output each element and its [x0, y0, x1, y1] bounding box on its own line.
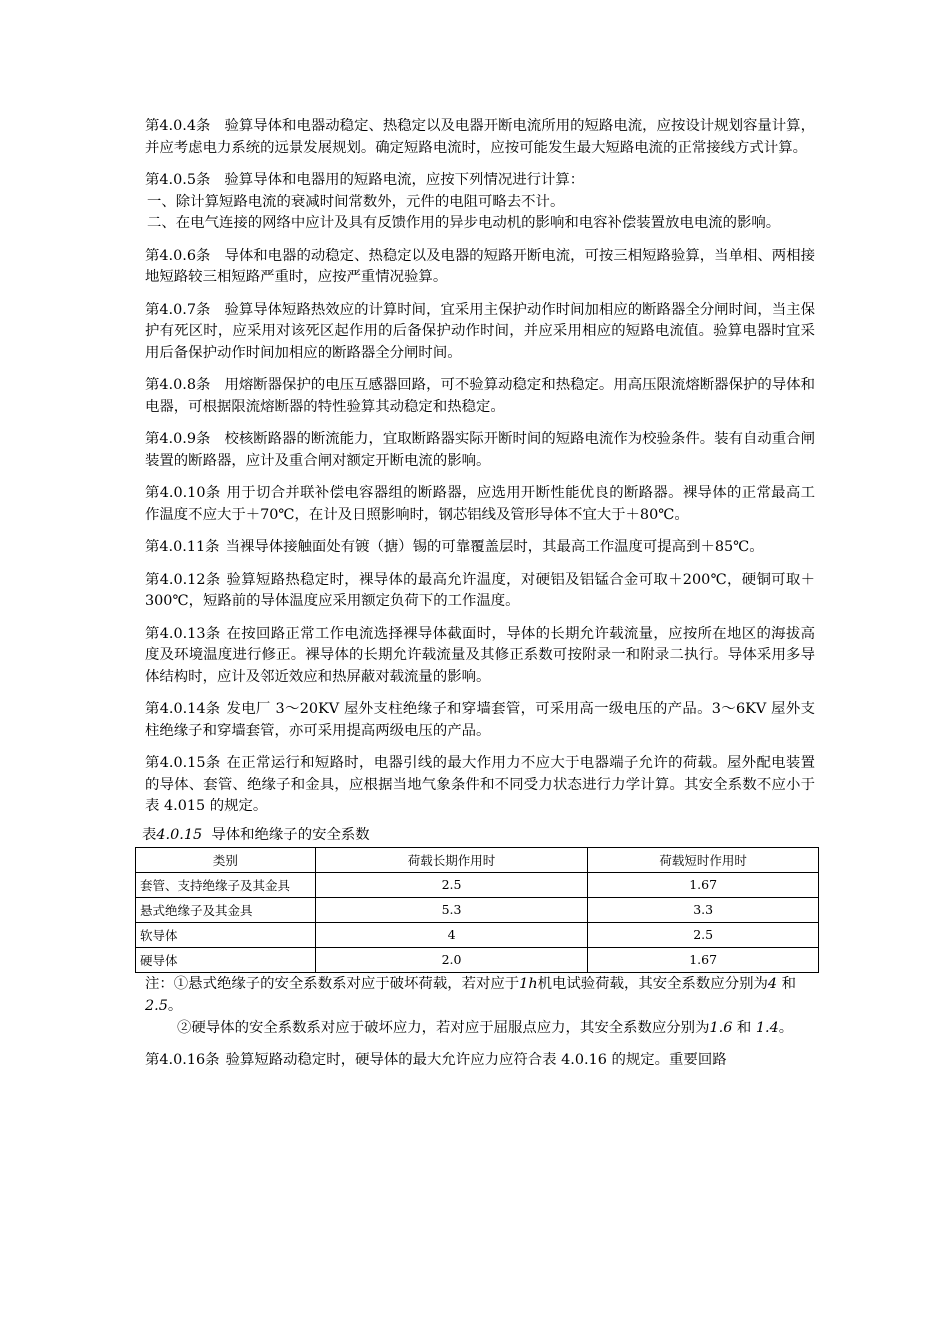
- clause-4-0-4: 第4.0.4条 验算导体和电器动稳定、热稳定以及电器开断电流所用的短路电流，应按设计规划容量计算，并应考虑电力系统的远景发展规划。确定短路电流时，应按可能发生最大短路电流的正常接线方式计算。: [145, 118, 815, 156]
- table-row: 悬式绝缘子及其金具 5.3 3.3: [136, 897, 819, 922]
- clause-4-0-16: 第4.0.16条 验算短路动稳定时，硬导体的最大允许应力应符合表 4.0.16 的规定。重要回路: [145, 1051, 727, 1068]
- clause-4-0-13: 第4.0.13条 在按回路正常工作电流选择裸导体截面时，导体的长期允许载流量，应按所在地区的海拔高度及环境温度进行修正。裸导体的长期允许载流量及其修正系数可按附录一和附录二执行。导体采用多导体结构时，应计及邻近效应和热屏蔽对载流量的影响。: [145, 625, 815, 685]
- clause-4-0-12: 第4.0.12条 验算短路热稳定时，裸导体的最高允许温度，对硬铝及铝锰合金可取＋200℃，硬铜可取＋300℃，短路前的导体温度应采用额定负荷下的工作温度。: [145, 571, 815, 609]
- table-header-row: [136, 847, 819, 872]
- header-short-term: 荷载短时作用时: [588, 847, 819, 872]
- header-long-term: 荷载长期作用时: [315, 847, 588, 872]
- safety-factor-table: [135, 847, 819, 973]
- document-page: [140, 116, 815, 1082]
- clause-4-0-11: 第4.0.11条 当裸导体接触面处有镀（搪）锡的可靠覆盖层时，其最高工作温度可提高到＋85℃。: [145, 539, 764, 555]
- clause-4-0-15: 第4.0.15条 在正常运行和短路时，电器引线的最大作用力不应大于电器端子允许的荷载。屋外配电装置的导体、套管、绝缘子和金具，应根据当地气象条件和不同受力状态进行力学计算。其安全系数不应小于表 4.015 的规定。: [145, 755, 815, 814]
- clause-4-0-9: 第4.0.9条 校核断路器的断流能力，宜取断路器实际开断时间的短路电流作为校验条件。装有自动重合闸装置的断路器，应计及重合闸对额定开断电流的影响。: [145, 431, 815, 469]
- table-note-1: 注：①悬式绝缘子的安全系数系对应于破坏荷载，若对应于1h机电试验荷载，其安全系数应分别为4 和 2.5。: [145, 975, 796, 1014]
- clause-4-0-6: 第4.0.6条 导体和电器的动稳定、热稳定以及电器的短路开断电流，可按三相短路验算，当单相、两相接地短路较三相短路严重时，应按严重情况验算。: [145, 247, 815, 285]
- header-category: 类别: [136, 847, 316, 872]
- clause-4-0-8: 第4.0.8条 用熔断器保护的电压互感器回路，可不验算动稳定和热稳定。用高压限流熔断器保护的导体和电器，可根据限流熔断器的特性验算其动稳定和热稳定。: [145, 377, 815, 415]
- clause-4-0-5-item-1: 一、除计算短路电流的衰减时间常数外，元件的电阻可略去不计。: [147, 193, 565, 210]
- clause-4-0-5-item-2: 二、在电气连接的网络中应计及具有反馈作用的异步电动机的影响和电容补偿装置放电电流的影响。: [147, 215, 781, 231]
- table-row: 软导体 4 2.5: [136, 922, 819, 947]
- clause-4-0-7: 第4.0.7条 验算导体短路热效应的计算时间，宜采用主保护动作时间加相应的断路器全分闸时间，当主保护有死区时，应采用对该死区起作用的后备保护动作时间，并应采用相应的短路电流值。验算电器时宜采用后备保护动作时间加相应的断路器全分闸时间。: [145, 301, 815, 361]
- table-note-2: ②硬导体的安全系数系对应于破坏应力，若对应于屈服点应力，其安全系数应分别为1.6 和 1.4。: [177, 1019, 794, 1036]
- clause-4-0-5: 第4.0.5条 验算导体和电器用的短路电流，应按下列情况进行计算： 一、除计算短路电流的衰减时间常数外，元件的电阻可略去不计。 二、在电气连接的网络中应计及具有反馈作用的异步电动机的影响和电容补偿装置放电电流的影响。: [145, 172, 781, 231]
- clause-4-0-10: 第4.0.10条 用于切合并联补偿电容器组的断路器，应选用开断性能优良的断路器。裸导体的正常最高工作温度不应大于＋70℃，在计及日照影响时，钢芯铝线及管形导体不宜大于＋80℃。: [145, 485, 815, 523]
- table-row: 硬导体 2.0 1.67: [136, 947, 819, 972]
- table-caption: 表4.0.15 导体和绝缘子的安全系数: [142, 826, 370, 843]
- clause-4-0-14: 第4.0.14条 发电厂 3～20KV 屋外支柱绝缘子和穿墙套管，可采用高一级电压的产品。3～6KV 屋外支柱绝缘子和穿墙套管，亦可采用提高两级电压的产品。: [145, 701, 815, 739]
- table-row: 套管、支持绝缘子及其金具 2.5 1.67: [136, 872, 819, 897]
